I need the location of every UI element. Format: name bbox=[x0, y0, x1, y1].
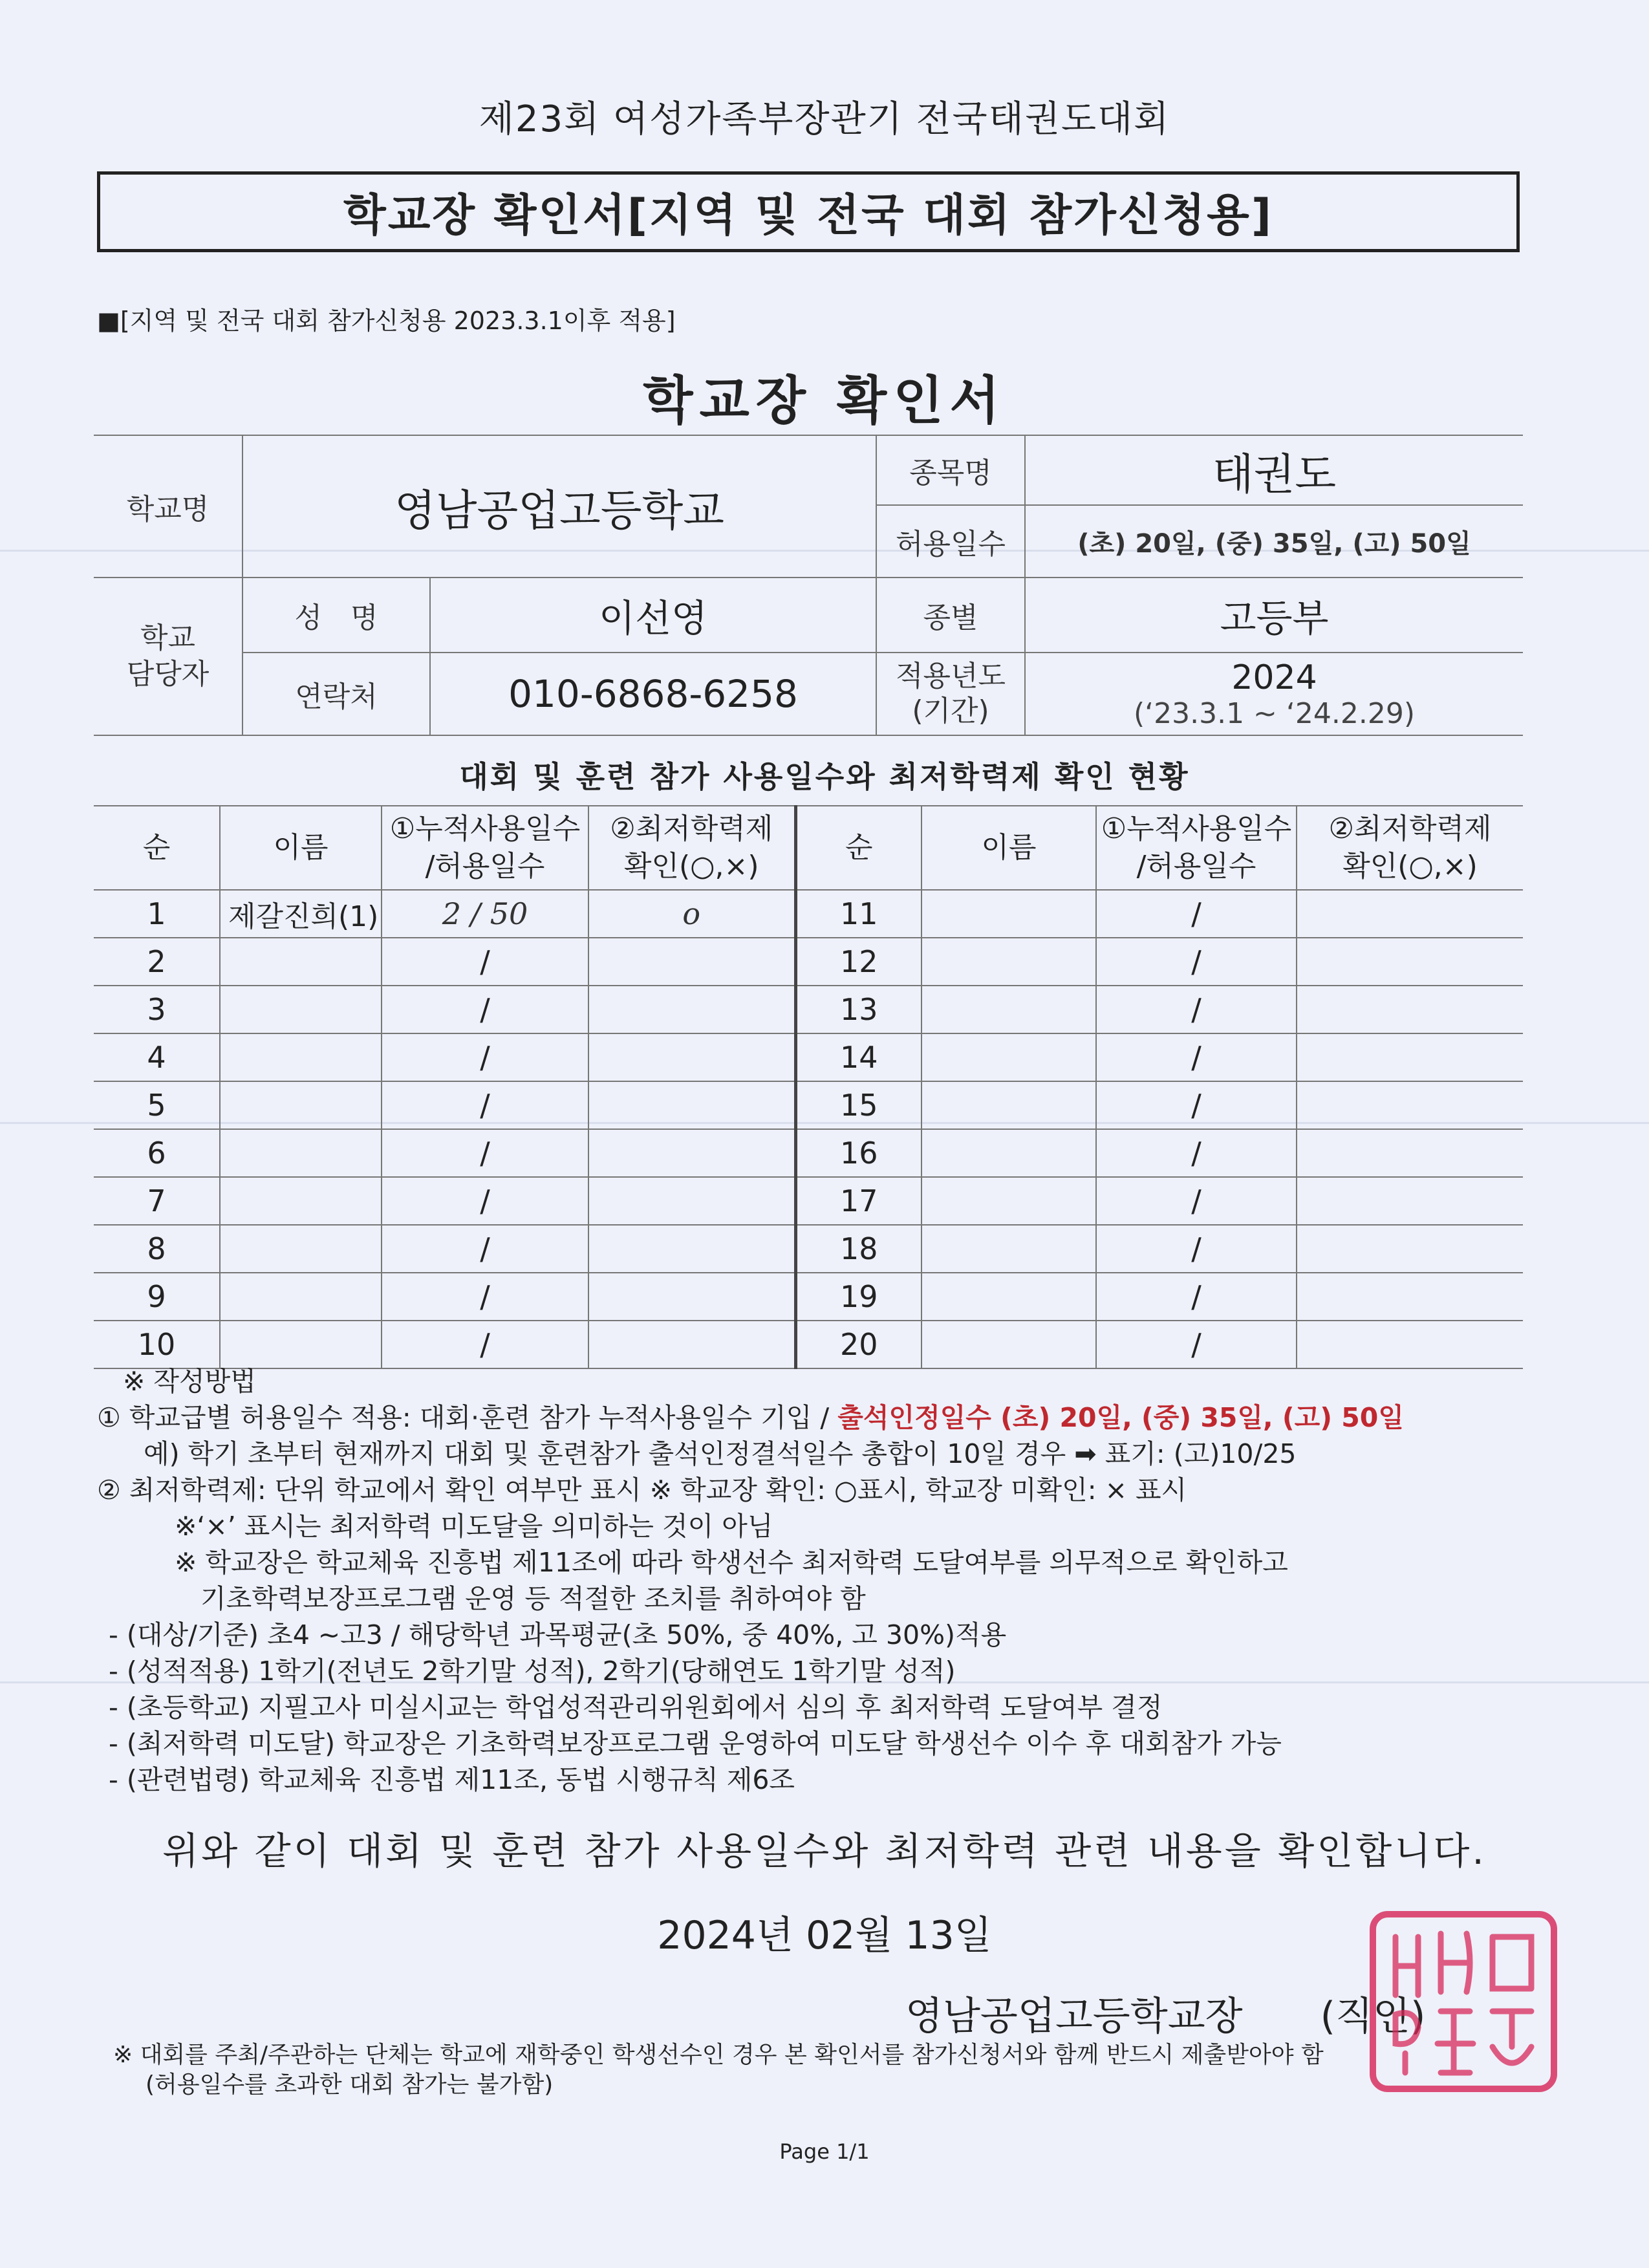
row-days: / bbox=[1096, 890, 1297, 938]
signer bbox=[905, 1985, 1425, 2041]
row-name bbox=[921, 1273, 1096, 1321]
sport-label: 종목명 bbox=[876, 435, 1025, 505]
year-value: 2024 bbox=[1231, 658, 1317, 697]
row-days: / bbox=[382, 938, 588, 986]
header-no: 순 bbox=[795, 806, 921, 890]
row-check bbox=[588, 1177, 795, 1225]
row-days: / bbox=[1096, 1177, 1297, 1225]
manager-name: 이선영 bbox=[430, 578, 876, 653]
instruction-line: ※‘×’ 표시는 최저학력 미도달을 의미하는 것이 아님 bbox=[175, 1511, 773, 1542]
footnote-line: (허용일수를 초과한 대회 참가는 불가함) bbox=[146, 2071, 554, 2098]
table-row bbox=[94, 1225, 1523, 1273]
instruction-line: - (관련법령) 학교체육 진흥법 제11조, 동법 시행규칙 제6조 bbox=[109, 1764, 795, 1795]
row-name bbox=[921, 890, 1096, 938]
applicability-notice: ■[지역 및 전국 대회 참가신청용 2023.3.1이후 적용] bbox=[97, 307, 676, 335]
row-check: o bbox=[588, 890, 795, 938]
usage-grid bbox=[94, 805, 1523, 1369]
row-check bbox=[588, 1129, 795, 1177]
row-days: / bbox=[382, 1321, 588, 1368]
instruction-line: - (최저학력 미도달) 학교장은 기초학력보장프로그램 운영하여 미도달 학생선수 이수 후 대회참가 가능 bbox=[109, 1728, 1282, 1759]
row-days: / bbox=[382, 1225, 588, 1273]
footnote-line: ※ 대회를 주최/주관하는 단체는 학교에 재학중인 학생선수인 경우 본 확인서를 참가신청서와 함께 반드시 제출받아야 함 bbox=[113, 2042, 1324, 2068]
issue-date: 2024년 02월 13일 bbox=[657, 1913, 992, 1958]
row-name bbox=[220, 1177, 382, 1225]
grid-header-row bbox=[94, 806, 1523, 890]
table-row bbox=[94, 938, 1523, 986]
instruction-line: 예) 학기 초부터 현재까지 대회 및 훈련참가 출석인정결석일수 총합이 10일 경우 ➡ 표기: (고)10/25 bbox=[144, 1438, 1297, 1469]
row-check bbox=[1297, 986, 1523, 1033]
confirmation-statement: 위와 같이 대회 및 훈련 참가 사용일수와 최저학력 관련 내용을 확인합니다. bbox=[162, 1829, 1487, 1873]
header-name: 이름 bbox=[921, 806, 1096, 890]
row-check bbox=[1297, 1225, 1523, 1273]
allowed-days-value: (초) 20일, (중) 35일, (고) 50일 bbox=[1025, 505, 1523, 578]
row-no: 8 bbox=[94, 1225, 220, 1273]
row-no: 5 bbox=[94, 1081, 220, 1129]
division-label: 종별 bbox=[876, 578, 1025, 653]
row-name bbox=[921, 1321, 1096, 1368]
row-check bbox=[588, 938, 795, 986]
school-value: 영남공업고등학교 bbox=[242, 435, 876, 578]
banner-title: 학교장 확인서[지역 및 전국 대회 참가신청용] bbox=[97, 171, 1520, 252]
header-check: ②최저학력제 확인(○,×) bbox=[1297, 806, 1523, 890]
highlighted-days: 출석인정일수 (초) 20일, (중) 35일, (고) 50일 bbox=[837, 1402, 1404, 1433]
row-no: 2 bbox=[94, 938, 220, 986]
row-no: 4 bbox=[94, 1033, 220, 1081]
row-check bbox=[1297, 1177, 1523, 1225]
form-title: 학교장 확인서 bbox=[643, 371, 1006, 431]
row-check bbox=[1297, 1033, 1523, 1081]
row-no: 12 bbox=[795, 938, 921, 986]
row-days: / bbox=[382, 1129, 588, 1177]
row-name bbox=[921, 938, 1096, 986]
row-days: / bbox=[1096, 938, 1297, 986]
row-days: / bbox=[382, 1081, 588, 1129]
row-no: 13 bbox=[795, 986, 921, 1033]
row-name bbox=[220, 1033, 382, 1081]
row-name bbox=[921, 1081, 1096, 1129]
sport-value: 태권도 bbox=[1025, 435, 1523, 505]
signer-name: 영남공업고등학교장 bbox=[905, 1994, 1243, 2039]
row-name bbox=[921, 1129, 1096, 1177]
row-check bbox=[1297, 1321, 1523, 1368]
contact-label: 연락처 bbox=[242, 653, 430, 735]
header-days: ①누적사용일수 /허용일수 bbox=[382, 806, 588, 890]
instruction-line: - (초등학교) 지필고사 미실시교는 학업성적관리위원회에서 심의 후 최저학력 도달여부 결정 bbox=[109, 1692, 1163, 1723]
row-name bbox=[220, 1273, 382, 1321]
allowed-days-label: 허용일수 bbox=[876, 505, 1025, 578]
table-row bbox=[94, 1177, 1523, 1225]
instruction-line: - (성적적용) 1학기(전년도 2학기말 성적), 2학기(당해연도 1학기말 성적) bbox=[109, 1656, 956, 1687]
table-row bbox=[94, 986, 1523, 1033]
row-check bbox=[1297, 1081, 1523, 1129]
info-table bbox=[94, 435, 1523, 736]
row-name: 제갈진희(1) bbox=[220, 890, 382, 938]
row-name bbox=[921, 1225, 1096, 1273]
row-days: / bbox=[1096, 1273, 1297, 1321]
row-no: 19 bbox=[795, 1273, 921, 1321]
row-check bbox=[588, 1273, 795, 1321]
row-no: 18 bbox=[795, 1225, 921, 1273]
row-no: 20 bbox=[795, 1321, 921, 1368]
row-check bbox=[588, 986, 795, 1033]
table-row bbox=[94, 1273, 1523, 1321]
table-row bbox=[94, 890, 1523, 938]
row-no: 10 bbox=[94, 1321, 220, 1368]
name-label: 성 명 bbox=[242, 578, 430, 653]
table-row bbox=[94, 1129, 1523, 1177]
row-name bbox=[220, 1129, 382, 1177]
row-name bbox=[220, 938, 382, 986]
row-days: / bbox=[382, 1177, 588, 1225]
row-days: / bbox=[1096, 1321, 1297, 1368]
row-name bbox=[220, 1081, 382, 1129]
header-no: 순 bbox=[94, 806, 220, 890]
row-no: 3 bbox=[94, 986, 220, 1033]
row-no: 1 bbox=[94, 890, 220, 938]
row-name bbox=[220, 986, 382, 1033]
row-days: / bbox=[1096, 1033, 1297, 1081]
instruction-line: ② 최저학력제: 단위 학교에서 확인 여부만 표시 ※ 학교장 확인: ○표시, 학교장 미확인: × 표시 bbox=[97, 1474, 1187, 1506]
instruction-text: ① 학교급별 허용일수 적용: 대회·훈련 참가 누적사용일수 기입 / bbox=[97, 1402, 838, 1433]
row-check bbox=[588, 1033, 795, 1081]
table-row bbox=[94, 1321, 1523, 1368]
year-label: 적용년도 (기간) bbox=[876, 653, 1025, 735]
seal-label: (직인) bbox=[1320, 1994, 1426, 2039]
contact-value: 010-6868-6258 bbox=[430, 653, 876, 735]
footnote bbox=[113, 2040, 1568, 2100]
row-no: 6 bbox=[94, 1129, 220, 1177]
row-no: 14 bbox=[795, 1033, 921, 1081]
row-no: 9 bbox=[94, 1273, 220, 1321]
row-days: / bbox=[1096, 1081, 1297, 1129]
instruction-line bbox=[97, 1399, 1552, 1436]
row-no: 17 bbox=[795, 1177, 921, 1225]
row-no: 15 bbox=[795, 1081, 921, 1129]
row-no: 7 bbox=[94, 1177, 220, 1225]
school-label: 학교명 bbox=[94, 435, 242, 578]
row-no: 11 bbox=[795, 890, 921, 938]
row-check bbox=[588, 1225, 795, 1273]
row-days: / bbox=[382, 1273, 588, 1321]
division-value: 고등부 bbox=[1025, 578, 1523, 653]
row-check bbox=[1297, 890, 1523, 938]
instructions bbox=[97, 1363, 1552, 1798]
period-value: (‘23.3.1 ~ ‘24.2.29) bbox=[1133, 697, 1416, 730]
row-days: / bbox=[1096, 986, 1297, 1033]
page-number: Page 1/1 bbox=[779, 2139, 870, 2164]
year-cell bbox=[1025, 653, 1523, 735]
header-check: ②최저학력제 확인(○,×) bbox=[588, 806, 795, 890]
row-name bbox=[220, 1225, 382, 1273]
row-days: / bbox=[382, 1033, 588, 1081]
row-check bbox=[1297, 1273, 1523, 1321]
row-check bbox=[1297, 938, 1523, 986]
row-days: 2 / 50 bbox=[382, 890, 588, 938]
header-days: ①누적사용일수 /허용일수 bbox=[1096, 806, 1297, 890]
row-no: 16 bbox=[795, 1129, 921, 1177]
row-days: / bbox=[1096, 1129, 1297, 1177]
row-name bbox=[921, 1033, 1096, 1081]
instructions-title: ※ 작성방법 bbox=[123, 1366, 256, 1397]
table-row bbox=[94, 1033, 1523, 1081]
table-row bbox=[94, 1081, 1523, 1129]
row-check bbox=[1297, 1129, 1523, 1177]
event-title: 제23회 여성가족부장관기 전국태권도대회 bbox=[479, 98, 1170, 140]
row-name bbox=[220, 1321, 382, 1368]
row-check bbox=[588, 1081, 795, 1129]
manager-label: 학교 담당자 bbox=[94, 578, 242, 735]
row-days: / bbox=[382, 986, 588, 1033]
row-name bbox=[921, 1177, 1096, 1225]
grid-title: 대회 및 훈련 참가 사용일수와 최저학력제 확인 현황 bbox=[459, 759, 1190, 794]
row-name bbox=[921, 986, 1096, 1033]
row-check bbox=[588, 1321, 795, 1368]
instruction-line: 기초학력보장프로그램 운영 등 적절한 조치를 취하여야 함 bbox=[200, 1583, 866, 1614]
instruction-line: ※ 학교장은 학교체육 진흥법 제11조에 따라 학생선수 최저학력 도달여부를 의무적으로 확인하고 bbox=[175, 1547, 1288, 1578]
instruction-line: - (대상/기준) 초4 ~고3 / 해당학년 과목평균(초 50%, 중 40%, 고 30%)적용 bbox=[109, 1619, 1007, 1650]
header-name: 이름 bbox=[220, 806, 382, 890]
row-days: / bbox=[1096, 1225, 1297, 1273]
